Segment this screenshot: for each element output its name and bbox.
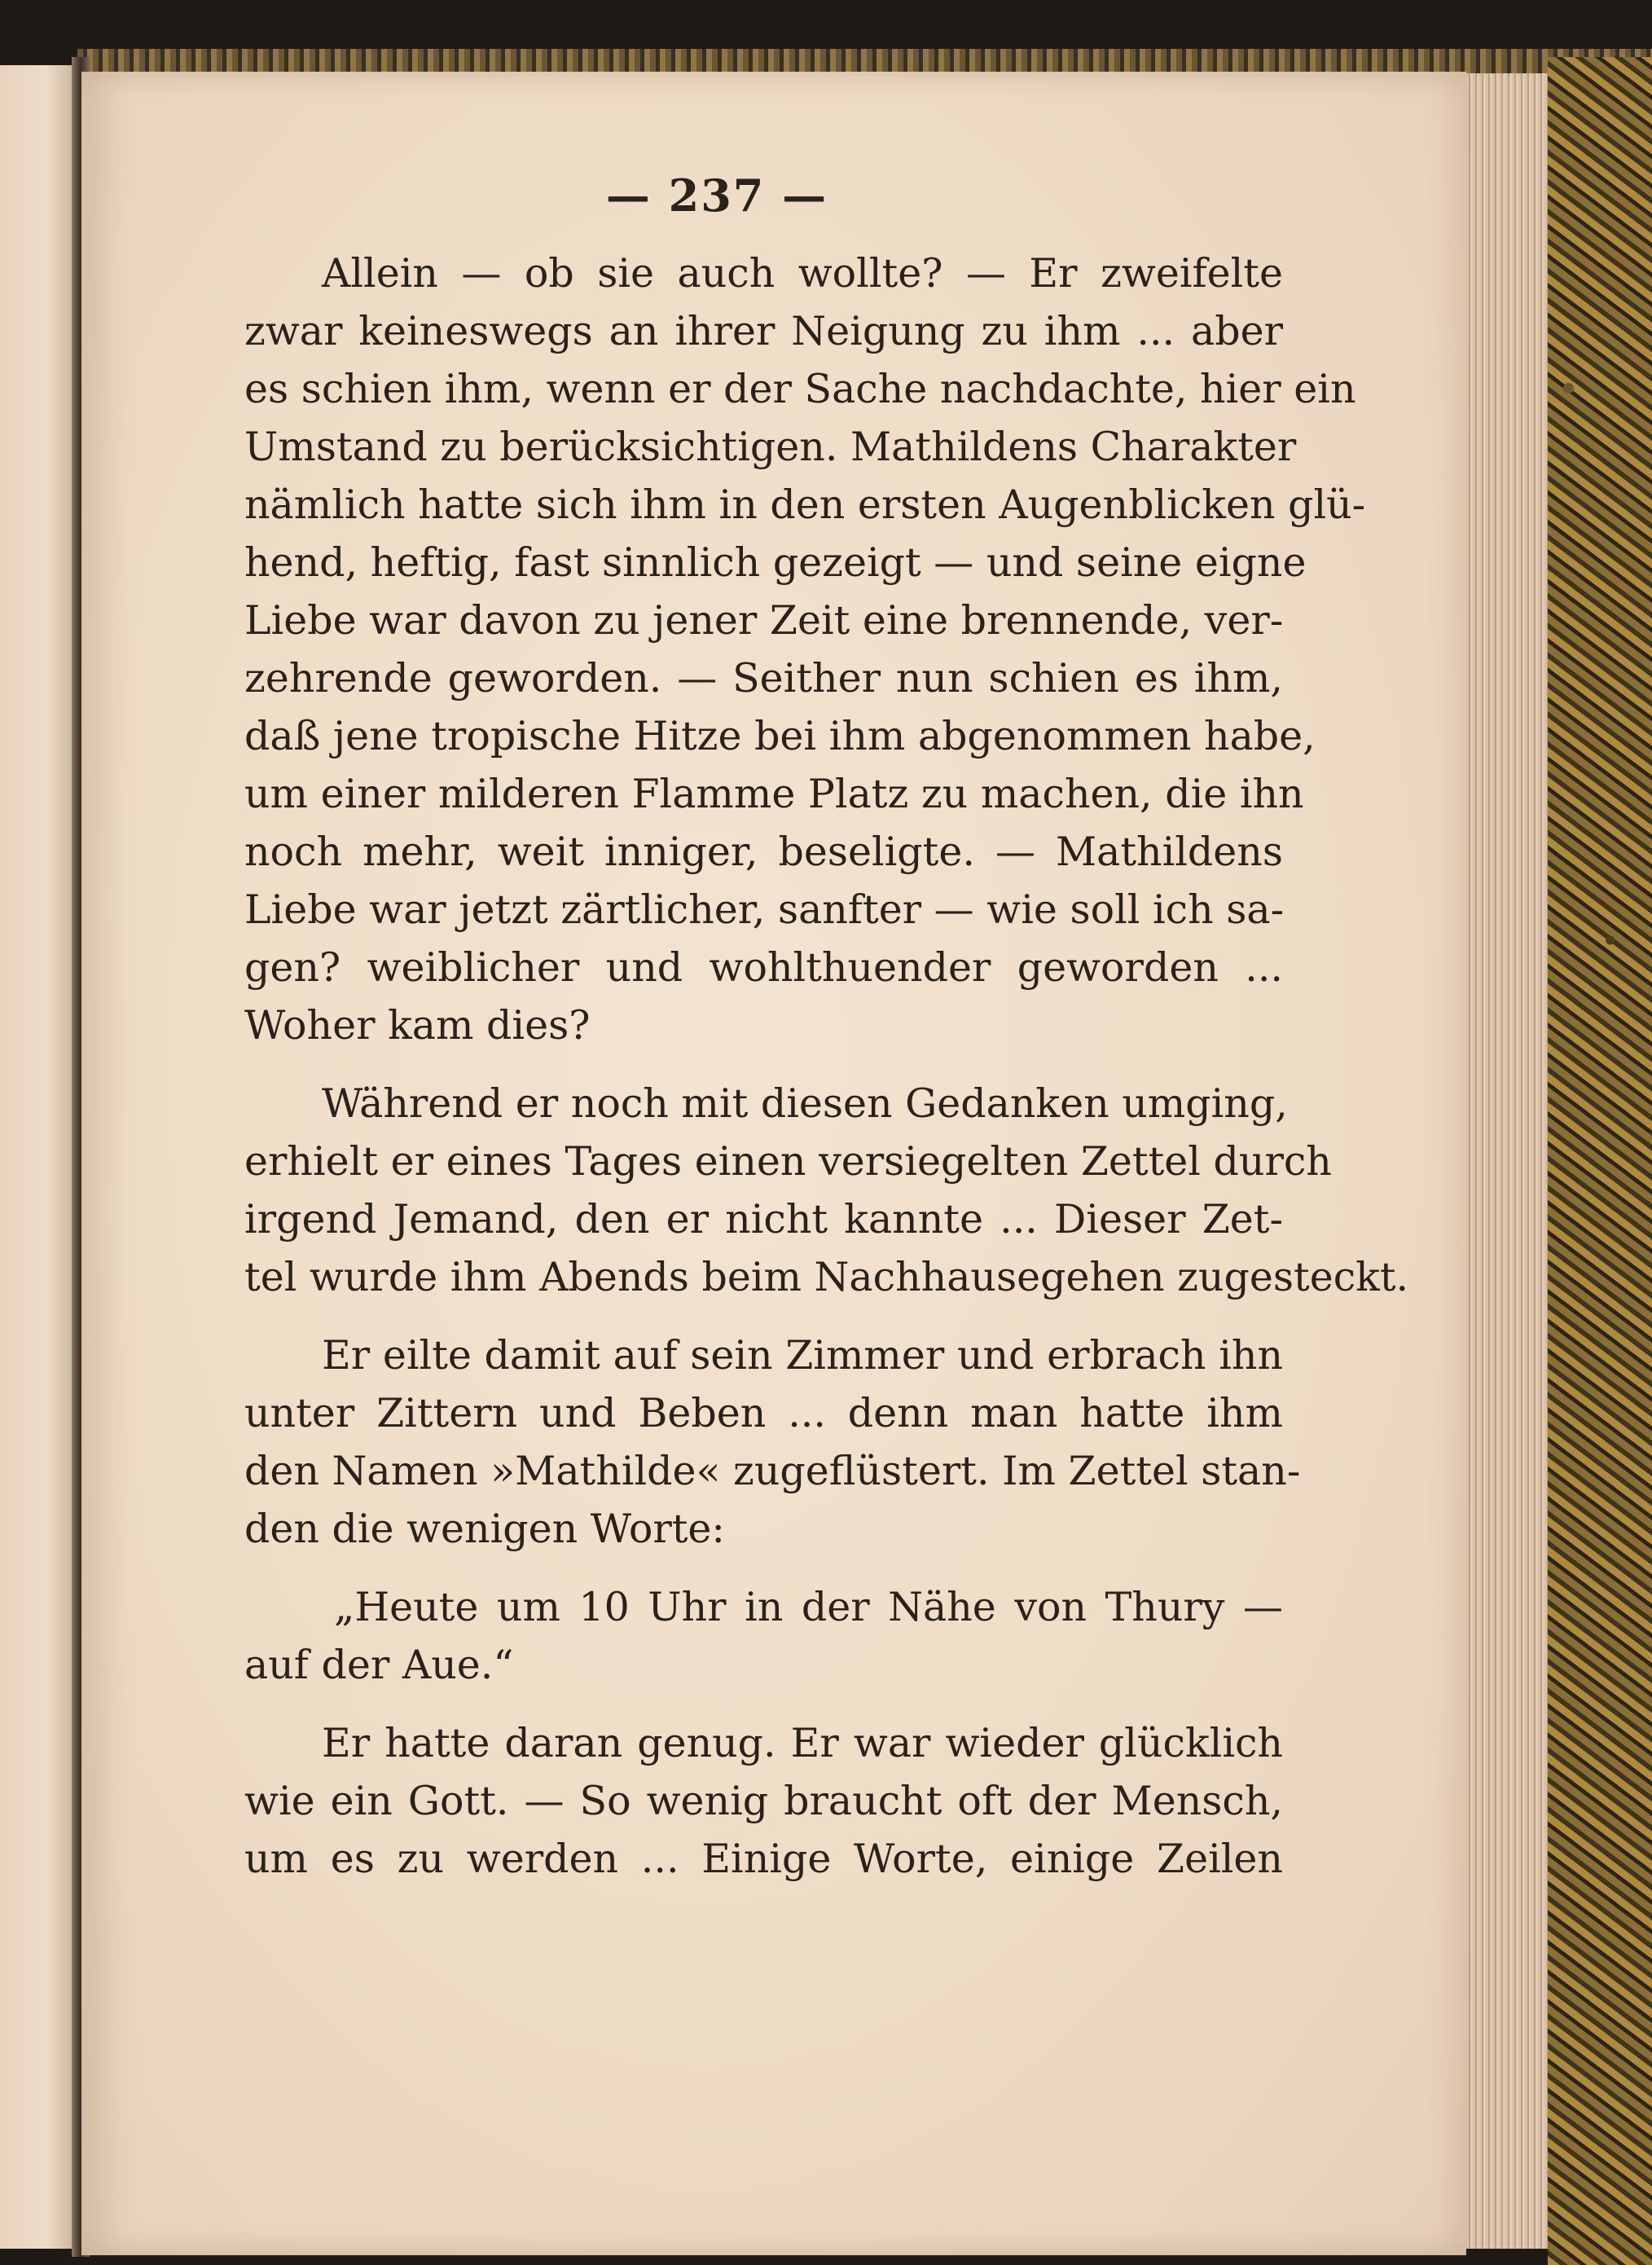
text-line: zwar keineswegs an ihrer Neigung zu ihm ... aber [244, 308, 1283, 354]
page-text [244, 244, 1409, 1908]
text-line: es schien ihm, wenn er der Sache nachdachte, hier ein [244, 366, 1356, 412]
text-line: auf der Aue.“ [244, 1642, 514, 1688]
text-line: nämlich hatte sich ihm in den ersten Augenblicken glü- [244, 482, 1366, 528]
book-cover-right-edge [1548, 57, 1652, 2265]
paragraph-1 [244, 244, 1366, 1054]
text-line: Er eilte damit auf sein Zimmer und erbrach ihn [322, 1332, 1283, 1379]
text-line: Während er noch mit diesen Gedanken umging, [322, 1080, 1288, 1127]
text-line: den Namen »Mathilde« zugeflüstert. Im Zettel stan- [244, 1448, 1301, 1494]
text-line: irgend Jemand, den er nicht kannte ... Dieser Zet- [244, 1196, 1283, 1242]
quoted-note [244, 1578, 1283, 1694]
page-number: — 237 — [605, 169, 828, 222]
book-cover-top-edge [77, 49, 1652, 73]
text-line: „Heute um 10 Uhr in der Nähe von Thury — [334, 1584, 1283, 1630]
text-line: hend, heftig, fast sinnlich gezeigt — und seine eigne [244, 539, 1307, 586]
text-line: zehrende geworden. — Seither nun schien es ihm, [244, 655, 1283, 701]
text-line: gen? weiblicher und wohlthuender geworden ... [244, 944, 1283, 991]
text-line: tel wurde ihm Abends beim Nachhausegehen zugesteckt. [244, 1254, 1409, 1300]
text-line: Woher kam dies? [244, 1002, 591, 1049]
text-line: wie ein Gott. — So wenig braucht oft der Mensch, [244, 1778, 1283, 1824]
text-line: Er hatte daran genug. Er war wieder glücklich [322, 1720, 1283, 1766]
text-line: Umstand zu berücksichtigen. Mathildens Charakter [244, 424, 1297, 470]
paragraph-5 [244, 1714, 1283, 1888]
paragraph-3 [244, 1326, 1301, 1558]
text-line: daß jene tropische Hitze bei ihm abgenommen habe, [244, 713, 1316, 759]
text-line: Allein — ob sie auch wollte? — Er zweifelte [322, 250, 1283, 297]
text-line: Liebe war jetzt zärtlicher, sanfter — wie soll ich sa- [244, 886, 1285, 933]
paragraph-2 [244, 1075, 1409, 1306]
text-line: erhielt er eines Tages einen versiegelten Zettel durch [244, 1138, 1332, 1185]
text-line: unter Zittern und Beben ... denn man hatte ihm [244, 1390, 1283, 1436]
text-line: Liebe war davon zu jener Zeit eine brennende, ver- [244, 597, 1284, 644]
text-line: um einer milderen Flamme Platz zu machen, die ihn [244, 771, 1304, 817]
previous-page-edge [0, 65, 77, 2249]
text-line: um es zu werden ... Einige Worte, einige Zeilen [244, 1836, 1283, 1882]
text-line: noch mehr, weit inniger, beseligte. — Mathildens [244, 829, 1283, 875]
text-line: den die wenigen Worte: [244, 1506, 725, 1552]
